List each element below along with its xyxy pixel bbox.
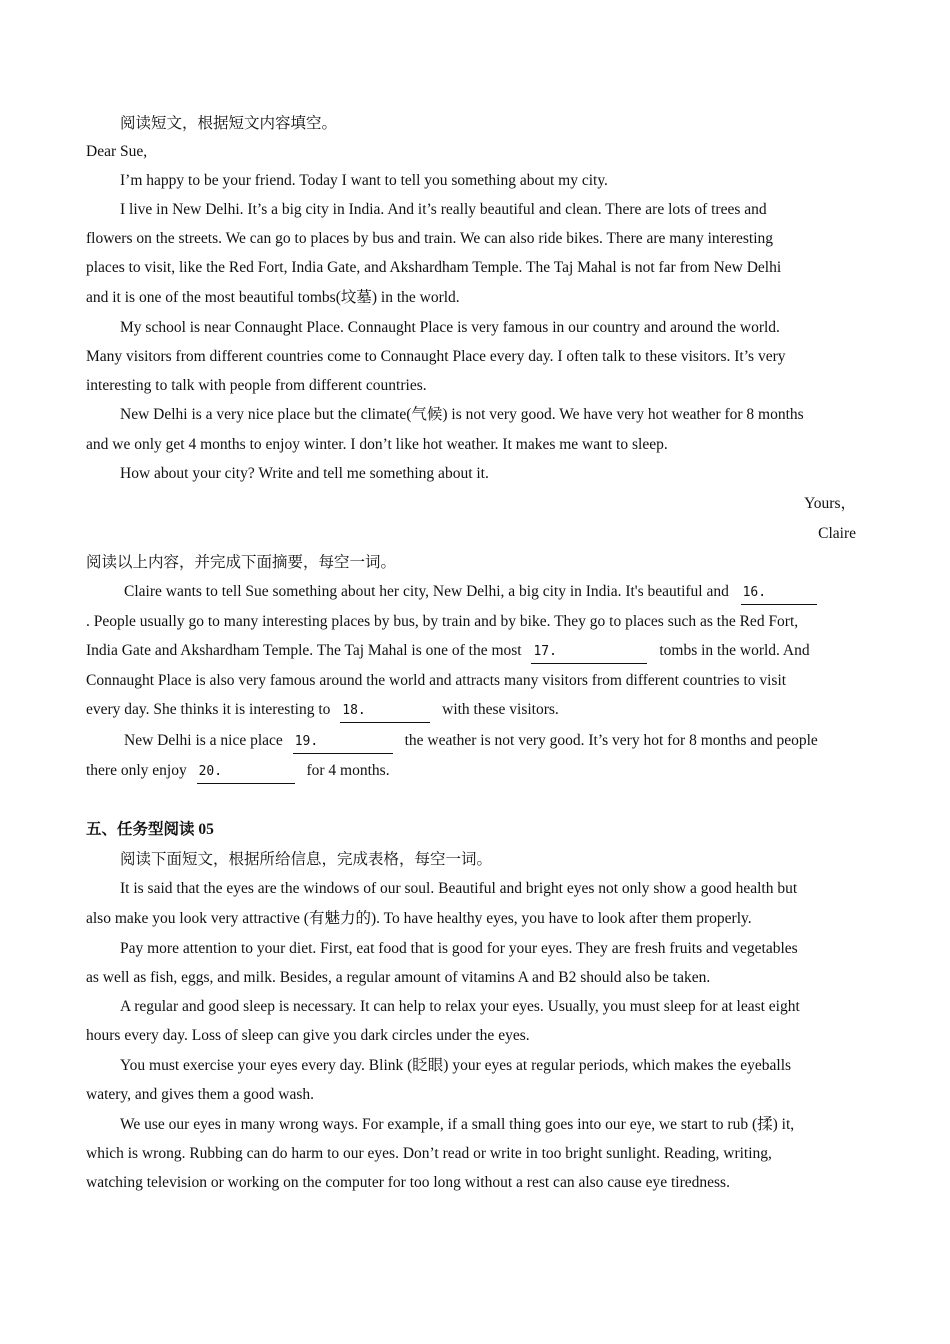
passage-line: We use our eyes in many wrong ways. For example, if a small thing goes into our eye, we start to rub (揉) it, (120, 1116, 795, 1133)
letter-closing: Yours， (804, 495, 856, 512)
summary-line: Connaught Place is also very famous around the world and attracts many visitors from different countries to visit (86, 672, 787, 689)
letter-signature: Claire (818, 525, 856, 542)
letter-line: places to visit, like the Red Fort, India Gate, and Akshardham Temple. The Taj Mahal is not far from New Delhi (86, 259, 782, 276)
passage-line: as well as fish, eggs, and milk. Besides, a regular amount of vitamins A and B2 should also be taken. (86, 969, 711, 986)
summary-line (86, 640, 810, 664)
blank-20[interactable]: 20. (197, 761, 295, 784)
summary-text: for 4 months. (306, 762, 390, 779)
letter-line: flowers on the streets. We can go to places by bus and train. We can also ride bikes. There are many interesting (86, 230, 774, 247)
blank-17[interactable]: 17. (531, 641, 647, 664)
letter-line: New Delhi is a very nice place but the climate(气候) is not very good. We have very hot weather for 8 months (120, 406, 804, 423)
letter-paragraph: I’m happy to be your friend. Today I want to tell you something about my city. (120, 172, 608, 189)
letter-line: and it is one of the most beautiful tombs(坟墓) in the world. (86, 289, 460, 306)
summary-text: the weather is not very good. It’s very hot for 8 months and people (404, 732, 818, 749)
blank-19[interactable]: 19. (293, 731, 393, 754)
summary-text: tombs in the world. And (659, 642, 810, 659)
passage-line: watery, and gives them a good wash. (86, 1086, 314, 1103)
passage-line: watching television or working on the computer for too long without a rest can also cause eye tiredness. (86, 1174, 730, 1191)
summary-text: India Gate and Akshardham Temple. The Taj Mahal is one of the most (86, 642, 522, 659)
summary-line (86, 699, 559, 723)
summary-text: New Delhi is a nice place (124, 732, 283, 749)
passage-line: hours every day. Loss of sleep can give you dark circles under the eyes. (86, 1027, 530, 1044)
letter-line: My school is near Connaught Place. Connaught Place is very famous in our country and around the world. (120, 319, 780, 336)
summary-line (124, 581, 817, 605)
section-heading: 五、任务型阅读 05 (86, 821, 214, 838)
letter-paragraph: How about your city? Write and tell me something about it. (120, 465, 489, 482)
passage-line: Pay more attention to your diet. First, eat food that is good for your eyes. They are fresh fruits and vegetables (120, 940, 798, 957)
passage-line: A regular and good sleep is necessary. It can help to relax your eyes. Usually, you must sleep for at least eight (120, 998, 800, 1015)
letter-line: Many visitors from different countries come to Connaught Place every day. I often talk to these visitors. It’s very (86, 348, 786, 365)
summary-text: there only enjoy (86, 762, 187, 779)
letter-greeting: Dear Sue, (86, 143, 148, 160)
summary-instruction: 阅读以上内容，并完成下面摘要，每空一词。 (86, 554, 397, 571)
blank-18[interactable]: 18. (340, 700, 430, 723)
passage-line: which is wrong. Rubbing can do harm to our eyes. Don’t read or write in too bright sunlight. Reading, writing, (86, 1145, 772, 1162)
passage-line: also make you look very attractive (有魅力的). To have healthy eyes, you have to look after them properly. (86, 910, 752, 927)
blank-16[interactable]: 16. (741, 582, 817, 605)
passage-line: You must exercise your eyes every day. Blink (眨眼) your eyes at regular periods, which makes the eyeballs (120, 1057, 792, 1074)
summary-line: . People usually go to many interesting places by bus, by train and by bike. They go to places such as the Red Fort, (86, 613, 799, 630)
summary-text: with these visitors. (442, 701, 559, 718)
summary-line (124, 730, 818, 754)
passage-line: It is said that the eyes are the windows of our soul. Beautiful and bright eyes not only show a good health but (120, 880, 798, 897)
letter-line: I live in New Delhi. It’s a big city in India. And it’s really beautiful and clean. There are lots of trees and (120, 201, 767, 218)
summary-text: Claire wants to tell Sue something about her city, New Delhi, a big city in India. It's beautiful and (124, 583, 729, 600)
summary-line (86, 760, 390, 784)
letter-line: and we only get 4 months to enjoy winter. I don’t like hot weather. It makes me want to sleep. (86, 436, 668, 453)
letter-line: interesting to talk with people from different countries. (86, 377, 427, 394)
instruction-text: 阅读短文，根据短文内容填空。 (120, 115, 338, 132)
summary-text: every day. She thinks it is interesting to (86, 701, 331, 718)
instruction-text: 阅读下面短文，根据所给信息，完成表格，每空一词。 (120, 851, 493, 868)
